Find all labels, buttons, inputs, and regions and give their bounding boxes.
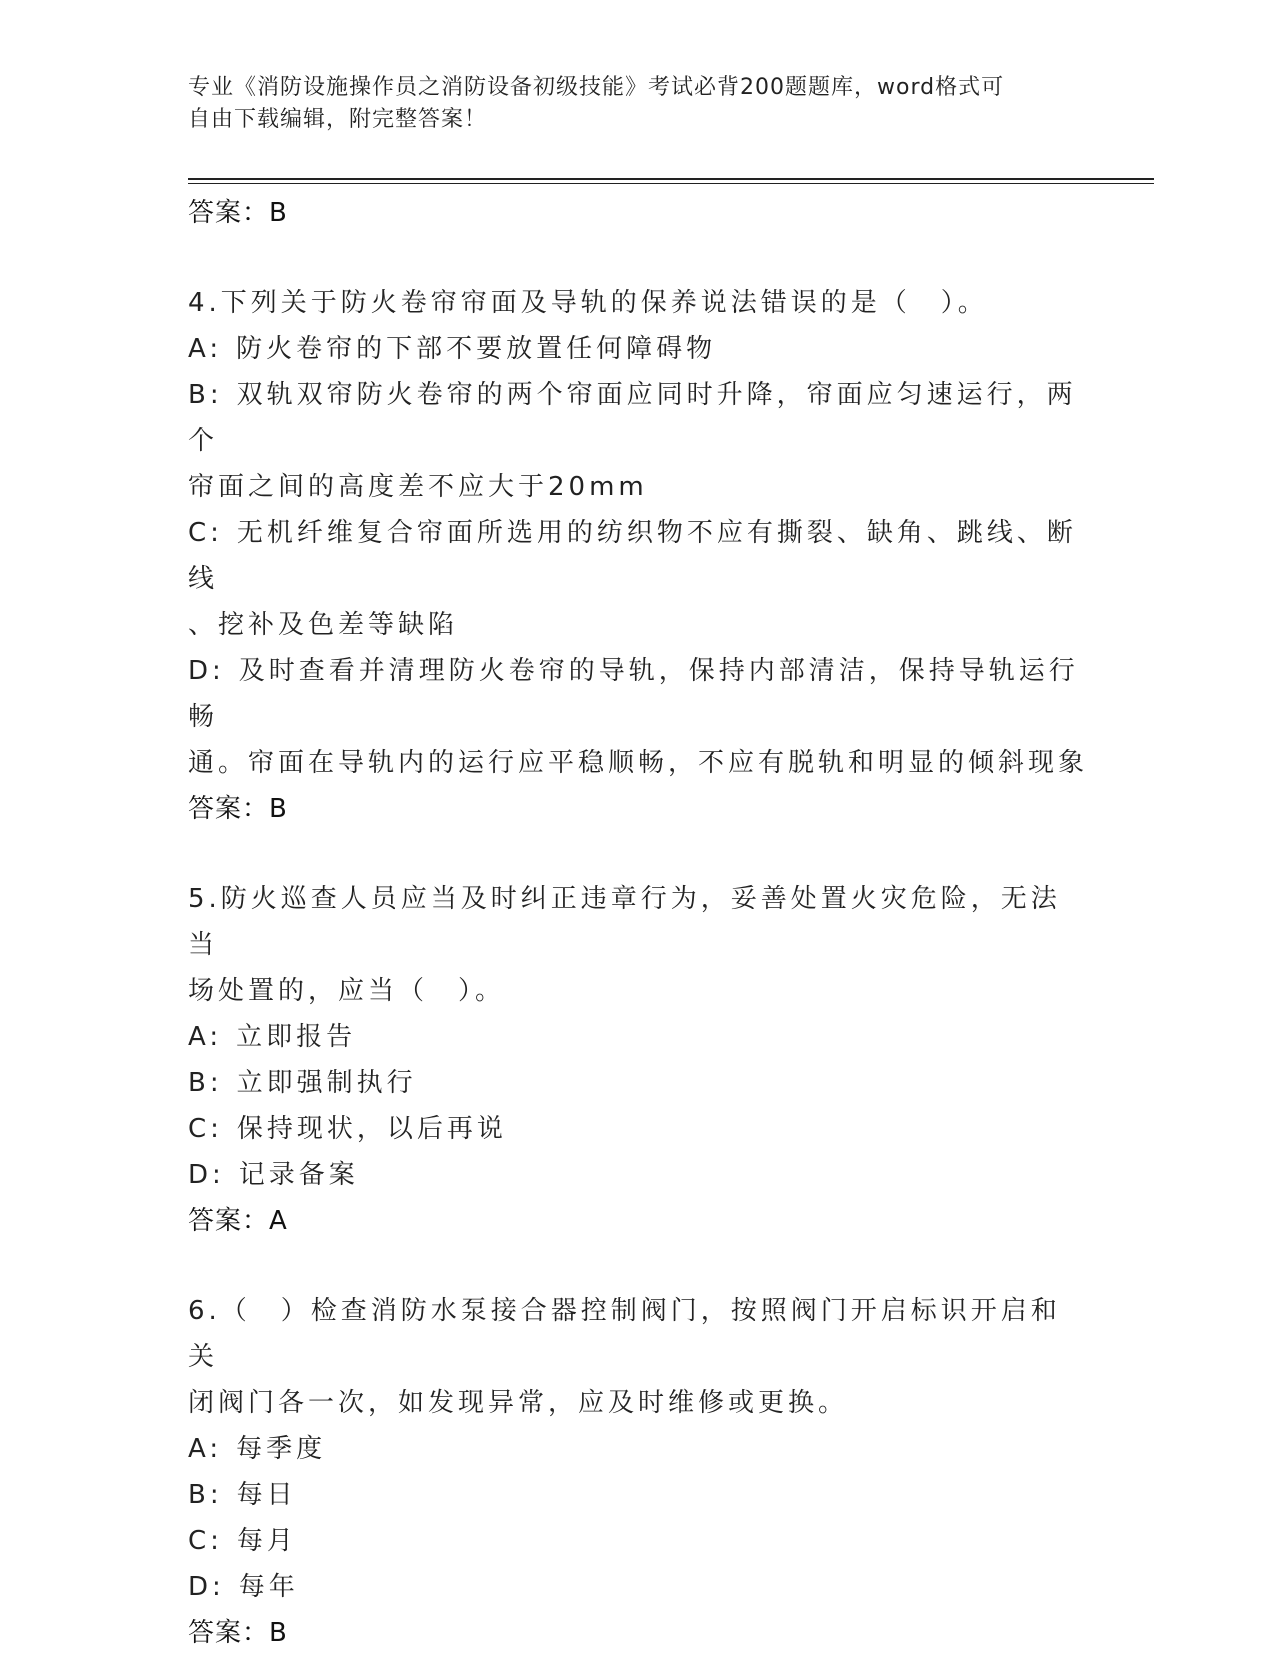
option-d <box>188 1564 1088 1610</box>
option-a <box>188 326 1088 372</box>
question-stem-line: 闭阀门各一次，如发现异常，应及时维修或更换。 <box>188 1388 849 1418</box>
option-text: 无机纤维复合帘面所选用的纺织物不应有撕裂、缺角、跳线、断线 <box>188 518 1077 594</box>
option-key: D: <box>188 1572 225 1602</box>
option-text: 立即强制执行 <box>236 1068 417 1098</box>
header-divider-thin <box>188 183 1154 184</box>
previous-question-answer: 答案：B <box>188 198 288 228</box>
option-a <box>188 1014 1088 1060</box>
option-text: 防火卷帘的下部不要放置任何障碍物 <box>236 334 717 364</box>
question-stem-line: 5.防火巡查人员应当及时纠正违章行为，妥善处置火灾危险，无法当 <box>188 884 1061 960</box>
document-header <box>188 72 1088 136</box>
question-stem-line: 4.下列关于防火卷帘帘面及导轨的保养说法错误的是（ ）。 <box>188 288 988 318</box>
option-key: B: <box>188 1068 223 1098</box>
question-5 <box>188 876 1088 1244</box>
option-key: B: <box>188 1480 223 1510</box>
answer-line: 答案：A <box>188 1206 288 1236</box>
option-c <box>188 510 1088 648</box>
option-c <box>188 1518 1088 1564</box>
option-text-continued: 帘面之间的高度差不应大于20mm <box>188 472 648 502</box>
option-text-continued: 通。帘面在导轨内的运行应平稳顺畅，不应有脱轨和明显的倾斜现象 <box>188 748 1089 778</box>
option-b <box>188 1060 1088 1106</box>
header-line-1: 专业《消防设施操作员之消防设备初级技能》考试必背200题题库，word格式可 <box>188 75 1005 100</box>
answer-line: 答案：B <box>188 1618 288 1648</box>
option-text: 立即报告 <box>236 1022 357 1052</box>
option-text: 每月 <box>236 1526 297 1556</box>
option-text: 及时查看并清理防火卷帘的导轨，保持内部清洁，保持导轨运行畅 <box>188 656 1079 732</box>
option-key: B: <box>188 380 223 410</box>
option-key: C: <box>188 1114 223 1144</box>
question-4 <box>188 280 1088 832</box>
question-6 <box>188 1288 1088 1656</box>
option-text: 保持现状，以后再说 <box>236 1114 507 1144</box>
option-b <box>188 372 1088 510</box>
question-stem-line: 场处置的，应当（ ）。 <box>188 976 506 1006</box>
option-text: 双轨双帘防火卷帘的两个帘面应同时升降，帘面应匀速运行，两个 <box>188 380 1077 456</box>
option-key: A: <box>188 1022 223 1052</box>
option-text: 每日 <box>236 1480 297 1510</box>
option-d <box>188 1152 1088 1198</box>
option-a <box>188 1426 1088 1472</box>
option-key: C: <box>188 518 223 548</box>
option-key: C: <box>188 1526 223 1556</box>
option-text-continued: 、挖补及色差等缺陷 <box>188 610 459 640</box>
option-key: A: <box>188 1434 223 1464</box>
option-text: 记录备案 <box>238 1160 359 1190</box>
option-b <box>188 1472 1088 1518</box>
option-text: 每季度 <box>236 1434 327 1464</box>
answer-line: 答案：B <box>188 794 288 824</box>
question-stem-line: 6.（ ）检查消防水泵接合器控制阀门，按照阀门开启标识开启和关 <box>188 1296 1061 1372</box>
document-body <box>188 188 1088 1656</box>
option-key: A: <box>188 334 223 364</box>
header-line-2: 自由下载编辑，附完整答案！ <box>188 107 488 132</box>
option-c <box>188 1106 1088 1152</box>
option-key: D: <box>188 656 225 686</box>
option-text: 每年 <box>238 1572 299 1602</box>
option-d <box>188 648 1088 786</box>
header-divider-thick <box>188 178 1154 180</box>
option-key: D: <box>188 1160 225 1190</box>
